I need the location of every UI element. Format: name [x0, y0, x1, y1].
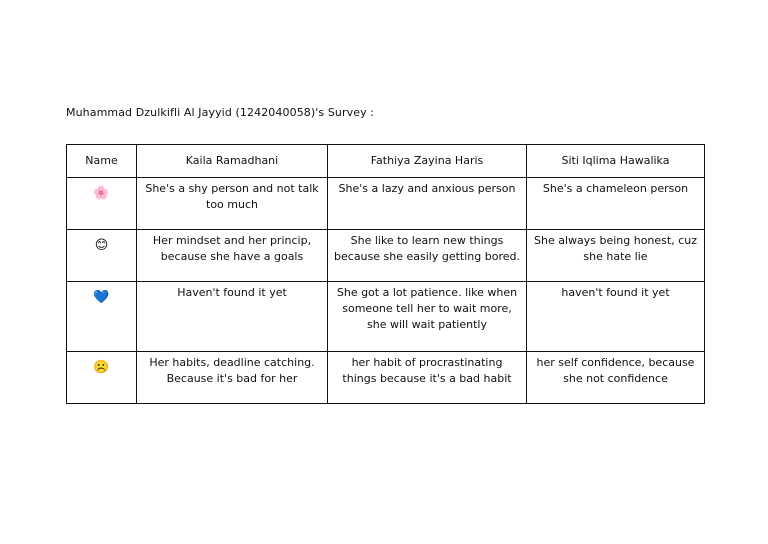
table-row	[67, 178, 705, 230]
table-cell: She like to learn new things because she easily getting bored.	[328, 230, 527, 282]
row-icon-cell	[67, 230, 137, 282]
blue-heart-icon: 💙	[93, 290, 110, 305]
header-name: Name	[67, 145, 137, 178]
document-title: Muhammad Dzulkifli Al Jayyid (1242040058)'s Survey :	[66, 106, 375, 119]
survey-table	[66, 144, 705, 404]
row-icon-cell	[67, 282, 137, 352]
flower-icon: 🌸	[93, 186, 110, 201]
table-cell: Her mindset and her princip, because she have a goals	[137, 230, 328, 282]
header-col-2: Fathiya Zayina Haris	[328, 145, 527, 178]
table-cell: Her habits, deadline catching. Because it's bad for her	[137, 352, 328, 404]
table-cell: She always being honest, cuz she hate lie	[527, 230, 705, 282]
table-row	[67, 352, 705, 404]
row-icon-cell	[67, 178, 137, 230]
table-cell: She got a lot patience. like when someone tell her to wait more, she will wait patiently	[328, 282, 527, 352]
row-icon-cell	[67, 352, 137, 404]
header-col-3: Siti Iqlima Hawalika	[527, 145, 705, 178]
table-row	[67, 282, 705, 352]
table-cell: her self confidence, because she not confidence	[527, 352, 705, 404]
table-row	[67, 230, 705, 282]
table-cell: her habit of procrastinating things because it's a bad habit	[328, 352, 527, 404]
table-cell: Haven't found it yet	[137, 282, 328, 352]
table-cell: She's a chameleon person	[527, 178, 705, 230]
frown-icon: ☹️	[93, 360, 110, 375]
table-header-row	[67, 145, 705, 178]
table-cell: haven't found it yet	[527, 282, 705, 352]
table-cell: She's a shy person and not talk too much	[137, 178, 328, 230]
header-col-1: Kaila Ramadhani	[137, 145, 328, 178]
table-cell: She's a lazy and anxious person	[328, 178, 527, 230]
smile-icon: 😊	[94, 238, 109, 253]
